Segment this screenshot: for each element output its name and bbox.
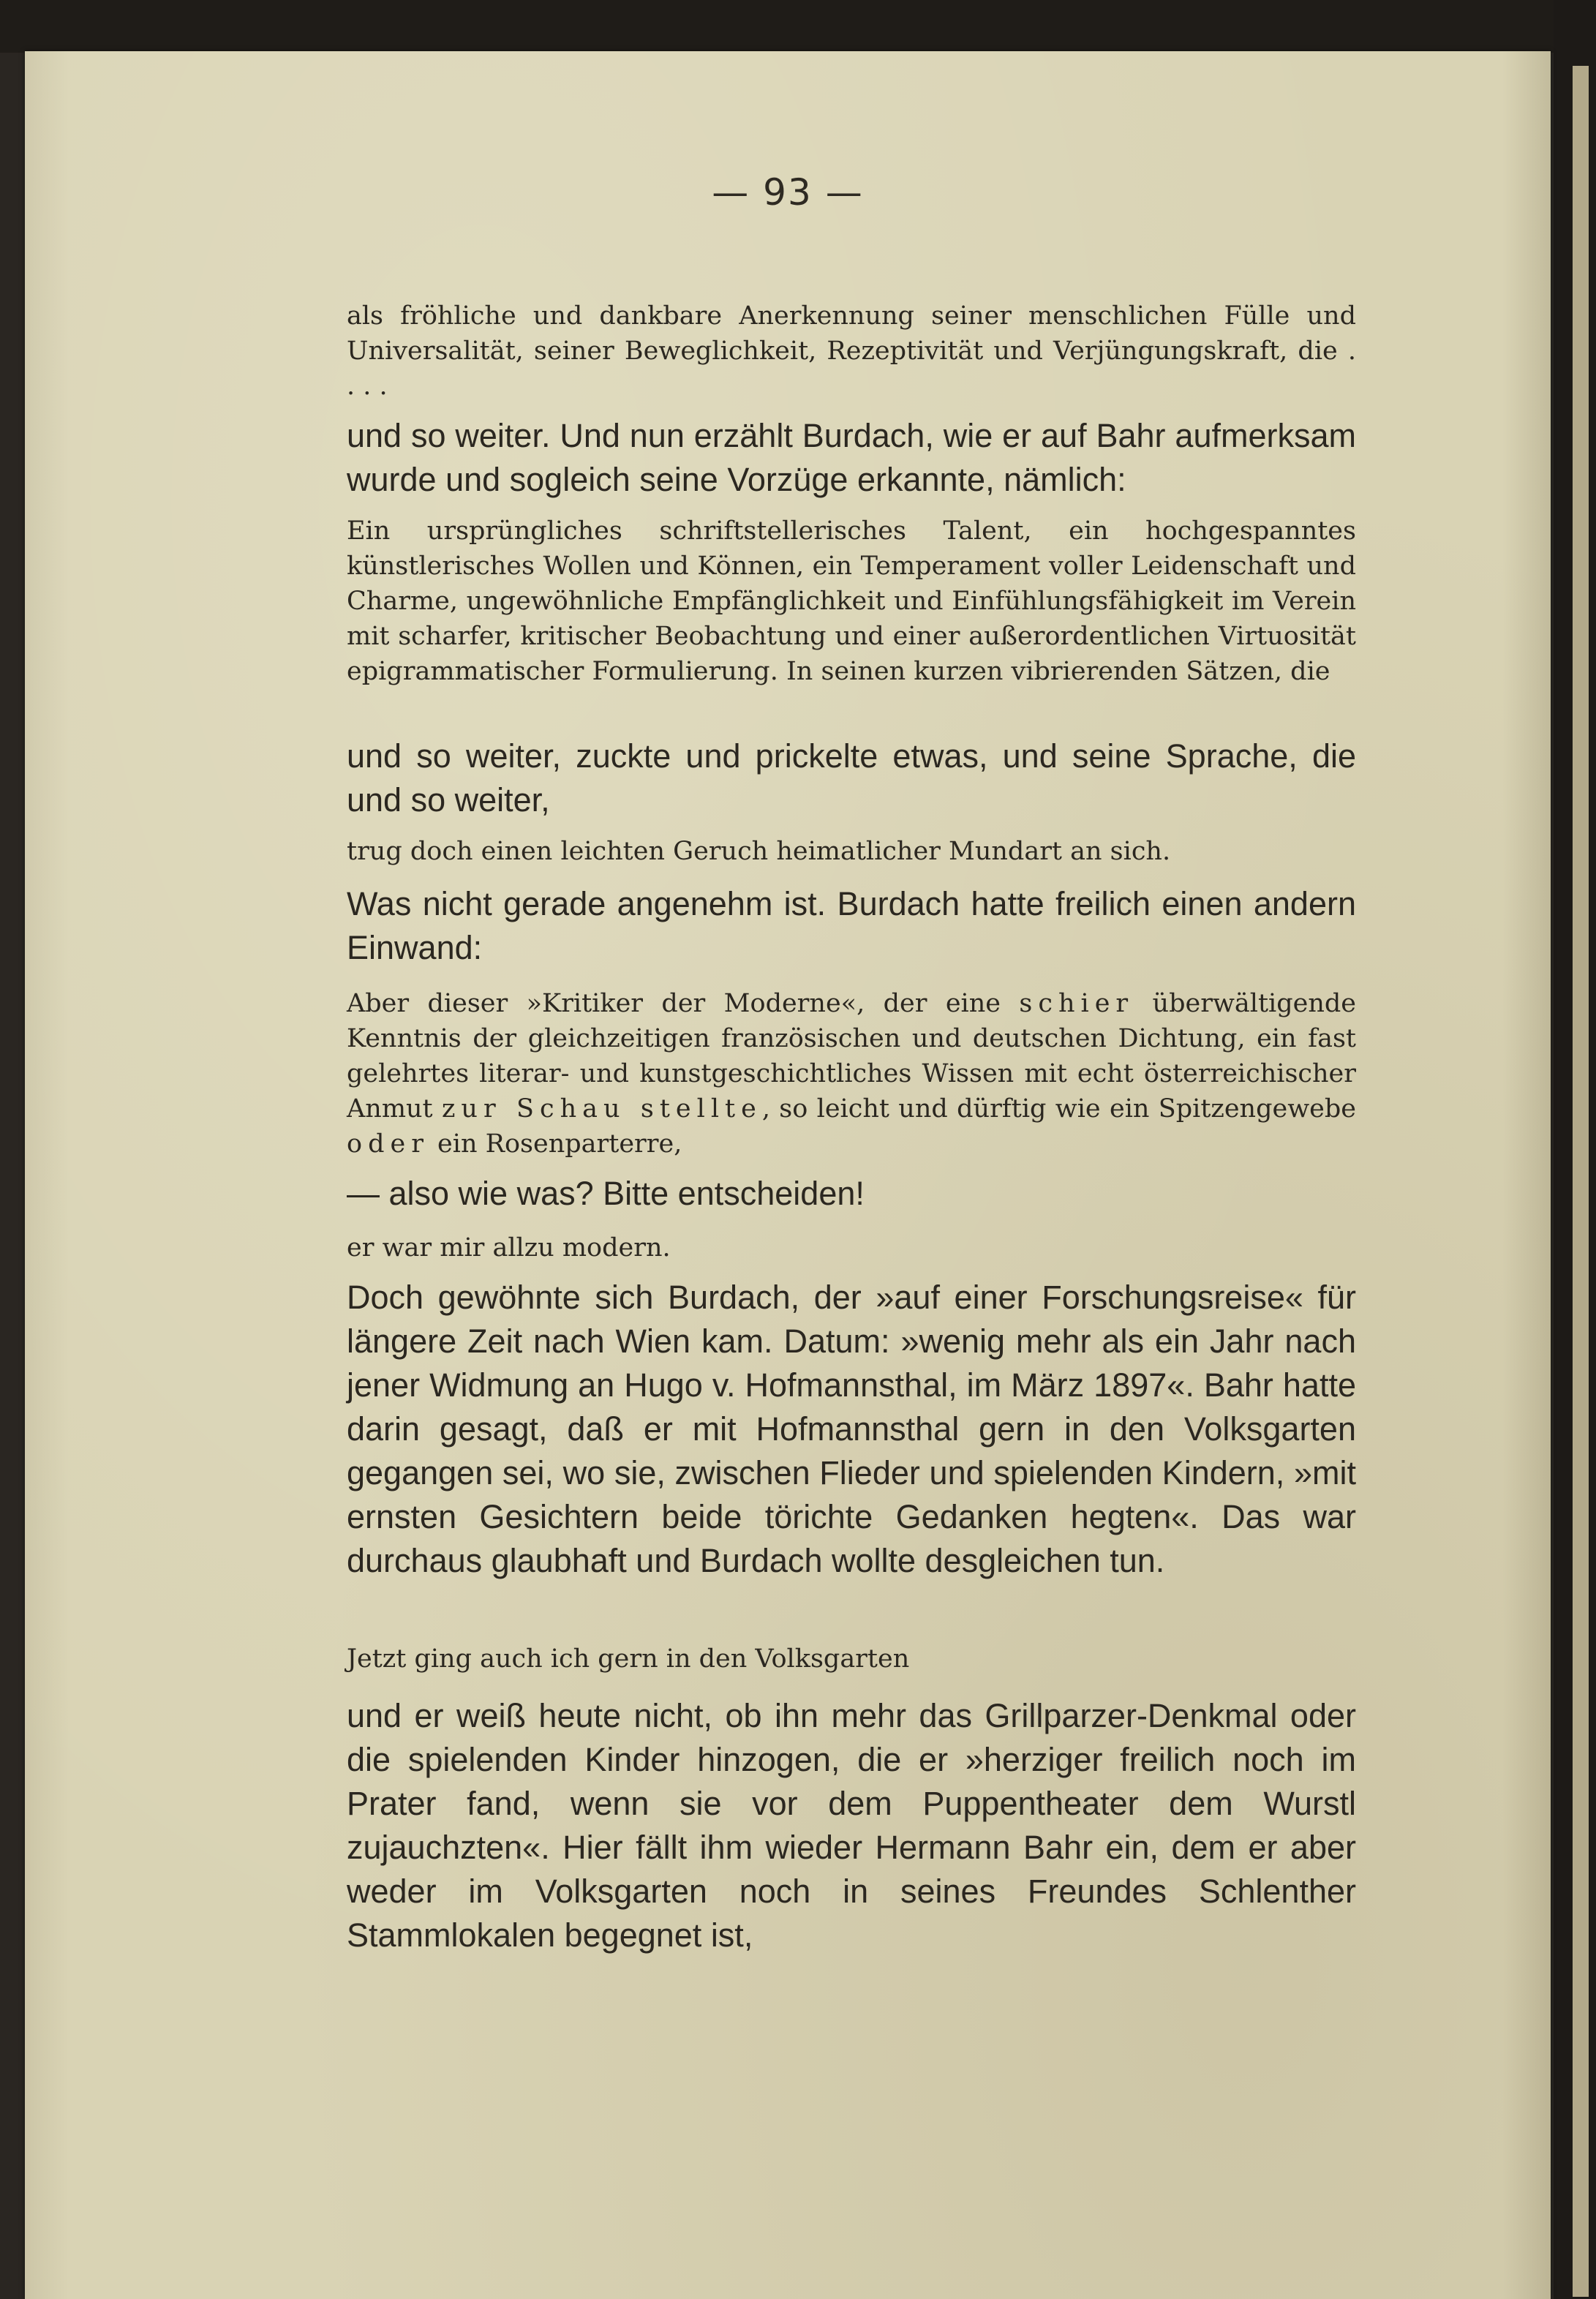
- body-text: Doch gewöhnte sich Burdach, der »auf einer Forschungsreise« für längere Zeit nach Wien kam. Datum: »wenig mehr als ein Jahr nach jener Widmung an Hugo v. Hofmannsthal, im März 1897«. Bahr hatte darin gesagt, daß er mit Hofmannsthal gern in den Volksgarten gegangen sei, wo sie, zwischen Flieder und spielenden Kindern, »mit ernsten Gesichtern beide törichte Gedanken hegten«. Das war durchaus glaubhaft und Burdach wollte desgleichen tun.: [347, 1279, 1356, 1579]
- scan-top-edge: [0, 0, 1554, 53]
- body-paragraph-6: [347, 1694, 1356, 1957]
- body-text: — also wie was? Bitte entscheiden!: [347, 1175, 865, 1212]
- body-text: und so weiter. Und nun erzählt Burdach, wie er auf Bahr aufmerksam wurde und sogleich seine Vorzüge erkannte, nämlich:: [347, 417, 1356, 498]
- spaced-emphasis: schier: [1019, 989, 1134, 1018]
- scan-right-edge: [1554, 0, 1596, 2299]
- body-text: Was nicht gerade angenehm ist. Burdach hatte freilich einen andern Einwand:: [347, 885, 1356, 966]
- quote-paragraph-5: [347, 1230, 1356, 1265]
- quote-text: Ein ursprüngliches schriftstellerisches Talent, ein hochgespanntes künstlerisches Wollen und Können, ein Temperament voller Leidenschaft und Charme, ungewöhnliche Empfänglichkeit und Einfühlungsfähigkeit im Verein mit scharfer, kritischer Beobachtung und einer außerordentlichen Virtuosität epigrammatischer Formulierung. In seinen kurzen vibrierenden Sätzen, die: [347, 516, 1356, 686]
- quote-paragraph-3: [347, 834, 1356, 869]
- quote-text: er war mir allzu modern.: [347, 1233, 671, 1263]
- quote-part: Aber dieser »Kritiker der Moderne«, der eine: [347, 989, 1020, 1018]
- quote-text: als fröhliche und dankbare Anerkennung seiner menschlichen Fülle und Universalität, seiner Beweglichkeit, Rezeptivität und Verjüngungskraft, die . . . .: [347, 301, 1356, 401]
- quote-text: trug doch einen leichten Geruch heimatlicher Mundart an sich.: [347, 837, 1171, 866]
- body-paragraph-1: [347, 414, 1356, 502]
- quote-part: , so leicht und dürftig wie ein Spitzengewebe: [761, 1094, 1357, 1124]
- body-paragraph-5: [347, 1276, 1356, 1583]
- next-page-edge: [1573, 66, 1589, 2297]
- body-paragraph-2: [347, 734, 1356, 822]
- quote-part: überwältigende Kenntnis der gleichzeitigen französischen und deutschen Dichtung, ein fast gelehrtes literar- und kunstgeschichtliches Wissen mit echt österreichischer Anmut: [347, 989, 1356, 1124]
- body-paragraph-4: [347, 1172, 1356, 1216]
- body-text: und so weiter, zuckte und prickelte etwas, und seine Sprache, die und so weiter,: [347, 737, 1356, 819]
- quote-paragraph-2: [347, 513, 1356, 689]
- quote-part: ein Rosenparterre,: [429, 1129, 682, 1159]
- quote-text: Jetzt ging auch ich gern in den Volksgarten: [347, 1644, 910, 1674]
- quote-paragraph-4: [347, 986, 1356, 1162]
- quote-paragraph-1: [347, 298, 1356, 404]
- quote-paragraph-6: [347, 1641, 1356, 1677]
- spaced-emphasis: zur Schau stellte: [441, 1094, 762, 1124]
- spaced-emphasis: oder: [347, 1129, 429, 1159]
- body-text: und er weiß heute nicht, ob ihn mehr das Grillparzer-Denkmal oder die spielenden Kinder hinzogen, die er »herziger freilich noch im Prater fand, wenn sie vor dem Puppentheater dem Wurstl zujauchzten«. Hier fällt ihm wieder Hermann Bahr ein, dem er aber weder im Volksgarten noch in seines Freundes Schlenther Stammlokalen begegnet ist,: [347, 1697, 1356, 1954]
- page-number: — 93 —: [712, 171, 864, 214]
- body-paragraph-3: [347, 882, 1356, 970]
- quote-text: [347, 986, 1356, 1162]
